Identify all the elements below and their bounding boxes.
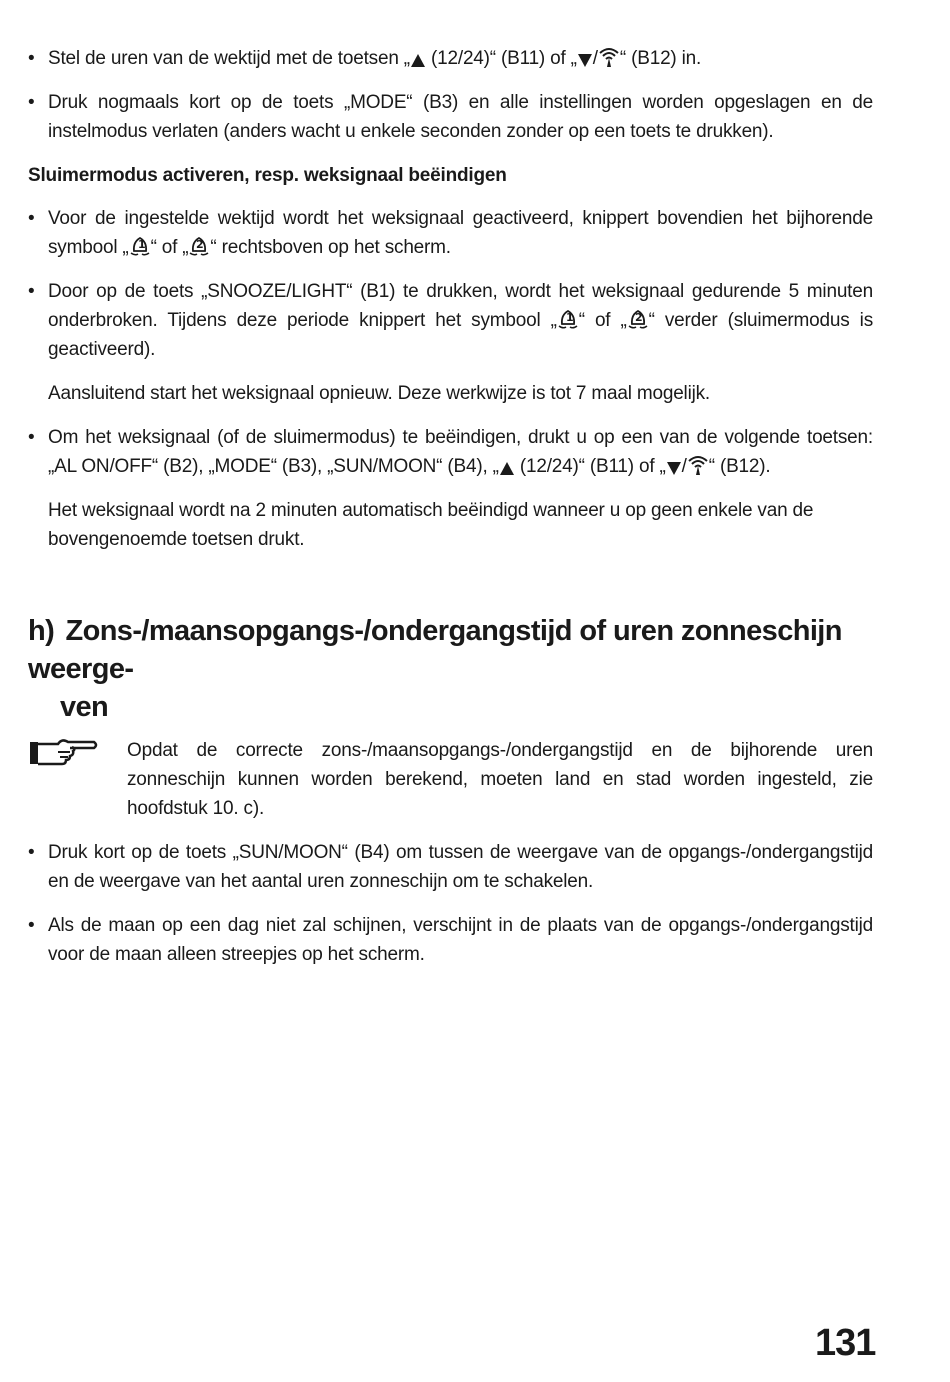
alarm-bell-1-icon [557, 306, 579, 330]
bullet-moon-dashes: • Als de maan op een dag niet zal schijnen, verschijnt in de plaats van de opgangs-/ondergangstijd voor de maan alleen streepjes op het scherm. [28, 911, 873, 969]
note-block [28, 736, 873, 823]
alarm-bell-2-icon [627, 306, 649, 330]
radio-signal-icon [687, 454, 709, 476]
alarm-bell-2-icon [188, 233, 210, 257]
auto-stop-text: Het weksignaal wordt na 2 minuten automatisch beëindigd wanneer u op geen enkele van de bovengenoemde toetsen drukt. [48, 500, 814, 550]
snooze-heading: Sluimermodus activeren, resp. weksignaal beëindigen [28, 165, 507, 186]
bullet-dot: • [28, 915, 35, 936]
manual-page [28, 44, 873, 984]
svg-text:2: 2 [634, 311, 643, 324]
bullet-dot: • [28, 92, 35, 113]
bullet-dot: • [28, 842, 35, 863]
bullet-alarm-activated: • Voor de ingestelde wektijd wordt het weksignaal geactiveerd, knippert bovendien het bijhorende symbool „ 1 “ of „ 2 “ rechtsboven op het scherm. [28, 204, 873, 262]
snooze-repeat-text: Aansluitend start het weksignaal opnieuw. Deze werkwijze is tot 7 maal mogelijk. [48, 383, 710, 404]
page-number: 131 [815, 1322, 876, 1364]
bullet-set-hours: • Stel de uren van de wektijd met de toetsen „ (12/24)“ (B11) of „ / “ (B12) in. [28, 44, 873, 73]
bullet-save-settings: • Druk nogmaals kort op de toets „MODE“ (B3) en alle instellingen worden opgeslagen en de instelmodus verlaten (anders wacht u enkele seconden zonder op een toets te drukken). [28, 88, 873, 146]
section-title-line2: ven [60, 691, 109, 723]
arrow-down-icon [577, 53, 593, 68]
section-number: h) [28, 615, 55, 647]
note-text: Opdat de correcte zons-/maansopgangs-/ondergangstijd en de bijhorende uren zonneschijn kunnen worden berekend, moeten land en stad worden ingesteld, zie hoofdstuk 10. c). [127, 740, 873, 819]
arrow-down-icon [666, 461, 682, 476]
bullet-stop-alarm: • Om het weksignaal (of de sluimermodus) te beëindigen, drukt u op een van de volgende toetsen: „AL ON/OFF“ (B2), „MODE“ (B3), „SUN/MOON“ (B4), „ (12/24)“ (B11) of „ / “ (B12). [28, 423, 873, 481]
section-title [28, 612, 873, 726]
bullet-dot: • [28, 48, 35, 69]
radio-signal-icon [598, 46, 620, 68]
svg-text:1: 1 [565, 311, 574, 324]
bullet-dot: • [28, 427, 35, 448]
svg-text:2: 2 [196, 238, 204, 251]
bullet-snooze-light: • Door op de toets „SNOOZE/LIGHT“ (B1) te drukken, wordt het weksignaal gedurende 5 minuten onderbroken. Tijdens deze periode knippert het symbool „ 1 “ of „ 2 “ verder (sluimermodus is geactiveerd). [28, 277, 873, 364]
pointing-hand-icon [28, 736, 100, 768]
bullet-dot: • [28, 208, 35, 229]
arrow-up-icon [499, 461, 515, 476]
bullet-dot: • [28, 281, 35, 302]
svg-text:1: 1 [137, 238, 146, 251]
arrow-up-icon [410, 53, 426, 68]
bullet-sun-moon-toggle: • Druk kort op de toets „SUN/MOON“ (B4) om tussen de weergave van de opgangs-/ondergangstijd en de weergave van het aantal uren zonneschijn om te schakelen. [28, 838, 873, 896]
alarm-bell-1-icon [129, 233, 151, 257]
section-title-line1: Zons-/maansopgangs-/ondergangstijd of uren zonneschijn weerge- [28, 615, 842, 685]
